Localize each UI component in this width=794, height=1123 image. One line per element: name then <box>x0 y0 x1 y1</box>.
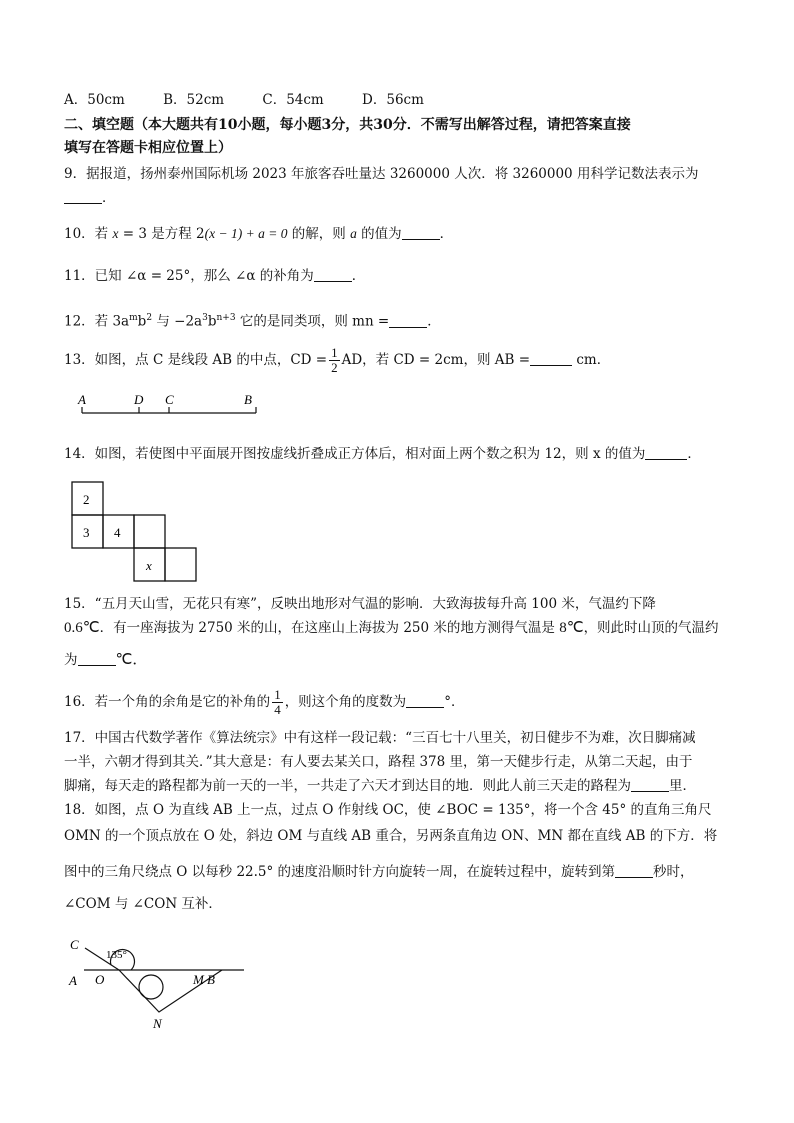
answer-blank <box>402 225 440 240</box>
question-18-line3: 图中的三角尺绕点 O 以每秒 22.5° 的速度沿顺时针方向旋转一周，在旋转过程中，旋转到第 秒时， <box>64 864 694 880</box>
label-a: A <box>69 973 77 988</box>
question-18-line2: OMN 的一个顶点放在 O 处，斜边 OM 与直线 AB 重合，另两条直角边 ON、MN 都在直线 AB 的下方．将 <box>64 828 718 844</box>
label-c: C <box>70 937 79 952</box>
answer-blank <box>389 313 427 328</box>
q8-options <box>64 90 458 110</box>
q14-cube-net-figure <box>70 480 200 584</box>
answer-blank <box>615 863 653 878</box>
question-15-line3: 为 ℃． <box>64 652 148 668</box>
net-value-3: 3 <box>83 525 90 540</box>
question-9-answer: ． <box>64 188 116 208</box>
label-a: A <box>78 392 86 407</box>
label-d: D <box>134 392 144 407</box>
answer-blank <box>314 267 352 282</box>
option-c: C．54cm <box>262 92 324 108</box>
question-10: 10．若 x = 3 是方程 2(x − 1) + a = 0 的解，则 a 的值为 ． <box>64 226 454 242</box>
label-c: C <box>165 392 174 407</box>
question-15-line1: 15．“五月天山雪，无花只有寒”，反映出地形对气温的影响．大致海拔每升高 100 米，气温约下降 <box>64 596 656 612</box>
label-m: M <box>193 972 204 987</box>
option-b: B．52cm <box>163 92 225 108</box>
net-cell-6 <box>165 548 196 581</box>
net-cell-4 <box>134 515 165 548</box>
label-b: B <box>244 392 252 407</box>
q13-segment-figure <box>72 392 272 422</box>
net-value-x: x <box>146 558 152 573</box>
question-16: 16．若一个角的余角是它的补角的 $\frac{1}{4}$ ，则这个角的度数为 °． <box>64 687 465 717</box>
question-17-line3: 脚痛，每天走的路程都为前一天的一半，一共走了六天才到达目的地．则此人前三天走的路程为 里． <box>64 778 696 794</box>
net-value-2: 2 <box>83 492 90 507</box>
question-15-line2: 0.6℃．有一座海拔为 2750 米的山，在这座山上海拔为 250 米的地方测得气温是 8℃，则此时山顶的气温约 <box>64 620 719 636</box>
label-b: B <box>207 972 215 987</box>
label-angle: 135° <box>106 949 127 961</box>
label-o: O <box>95 972 105 987</box>
question-17-line1: 17．中国古代数学著作《算法统宗》中有这样一段记载：“三百七十八里关，初日健步不为难，次日脚痛减 <box>64 730 696 746</box>
option-a: A．50cm <box>64 92 125 108</box>
fraction: $\frac{1}{2}$ <box>331 345 338 375</box>
fraction: $\frac{1}{4}$ <box>274 687 281 717</box>
answer-blank <box>645 445 687 460</box>
question-18-line1: 18．如图，点 O 为直线 AB 上一点，过点 O 作射线 OC，使 ∠BOC = 135°，将一个含 45° 的直角三角尺 <box>64 802 712 818</box>
question-14: 14．如图，若使图中平面展开图按虚线折叠成正方体后，相对面上两个数之积为 12，则 x 的值为 ． <box>64 446 701 462</box>
label-n: N <box>153 1016 162 1031</box>
answer-blank <box>78 651 116 666</box>
answer-blank <box>530 351 572 366</box>
section-header-line2: 填写在答题卡相应位置上） <box>64 140 232 156</box>
net-value-4: 4 <box>114 525 121 540</box>
question-12: 12．若 $3a^mb^2$ 与 $-2a^3b^{n+3}$ 它的是同类项，则 mn = ． <box>64 313 441 330</box>
answer-blank <box>406 693 444 708</box>
answer-blank <box>631 777 669 792</box>
option-d: D．56cm <box>362 92 424 108</box>
question-9: 9．据报道，扬州泰州国际机场 2023 年旅客吞吐量达 3260000 人次．将 3260000 用科学记数法表示为 <box>64 166 699 182</box>
set-square-hole <box>139 975 163 999</box>
answer-blank <box>64 189 102 204</box>
question-17-line2: 一半，六朝才得到其关．”其大意是：有人要去某关口，路程 378 里，第一天健步行走，从第二天起，由于 <box>64 754 693 770</box>
q18-set-square-figure <box>64 936 254 1032</box>
question-13: 13．如图，点 C 是线段 AB 的中点，CD = $\frac{1}{2}$ AD，若 CD = 2cm，则 AB = cm． <box>64 345 611 375</box>
question-18-line4: ∠COM 与 ∠CON 互补． <box>64 896 222 912</box>
question-11: 11．已知 ∠α = 25°，那么 ∠α 的补角为 ． <box>64 268 366 284</box>
section-header-line1: 二、填空题（本大题共有10小题，每小题3分，共30分．不需写出解答过程，请把答案直接 <box>64 117 631 133</box>
